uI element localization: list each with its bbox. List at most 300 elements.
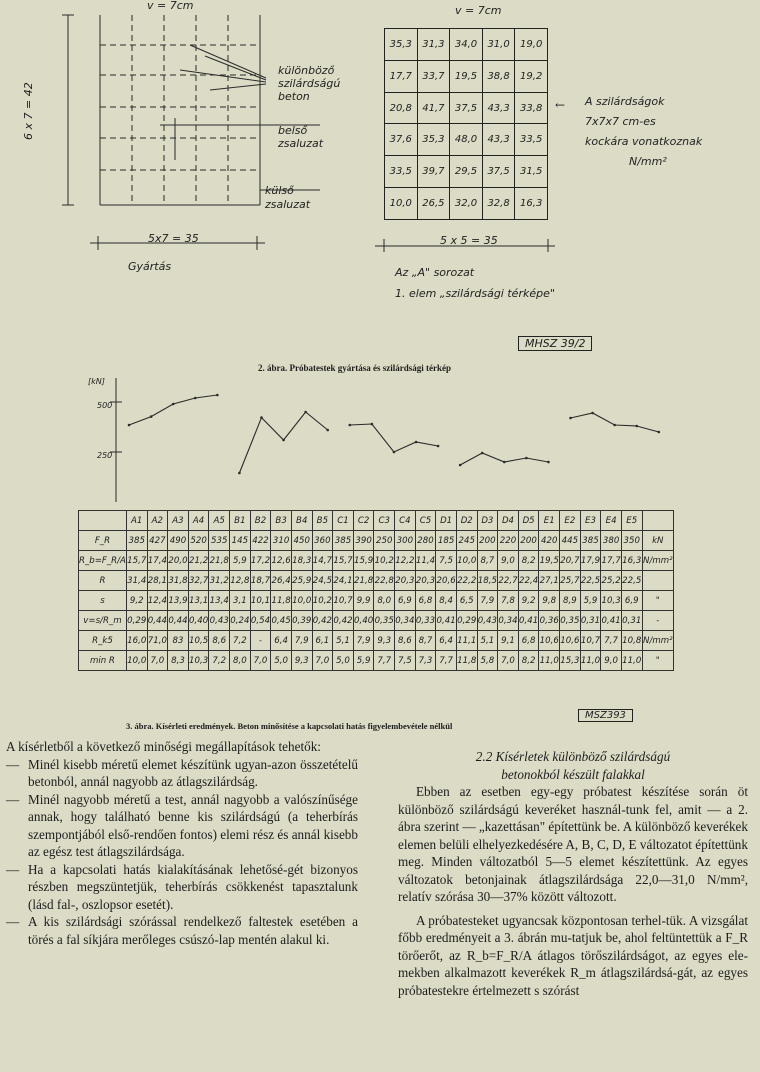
grid-cell: 17,7 [385,60,418,92]
unit-cell: - [642,611,673,631]
table-cell: 5,8 [477,651,498,671]
row-label: R [79,571,127,591]
table-row [79,651,674,671]
section-heading-line2: betonokból készült falakkal [501,766,645,782]
column-header: E4 [601,511,622,531]
table-cell: 7,5 [436,551,457,571]
table-cell: 7,7 [374,651,395,671]
table-cell: 0,29 [456,611,477,631]
section-heading: 2.2 Kísérletek különböző szilárdságú [475,749,671,764]
table-cell: 450 [291,531,312,551]
grid-cell: 29,5 [450,156,483,188]
grid-row [385,29,548,61]
column-header: E1 [539,511,560,531]
table-cell: 0,41 [518,611,539,631]
table-cell: 0,41 [601,611,622,631]
table-cell: 20,6 [436,571,457,591]
outer-formwork-annotation: külső zsaluzat [265,184,311,211]
table-cell: 0,41 [436,611,457,631]
table-cell: 22,8 [374,571,395,591]
column-header: E5 [621,511,642,531]
column-header: D4 [498,511,519,531]
list-item: — Ha a kapcsolati hatás kialakításának lehetősé-gét bizonyos részben megszüntetjük, teherbírás csökkenést tapasztalunk (lásd fal-, oszlopsor esetét). [6,861,358,912]
table-cell: 7,0 [312,651,333,671]
height-dimension: 6 x 7 = 42 [22,82,35,140]
table-cell: 11,0 [621,651,642,671]
table-cell: 27,1 [539,571,560,591]
table-row [79,531,674,551]
table-cell: 18,5 [477,571,498,591]
table-cell: 0,42 [312,611,333,631]
table-cell: 9,8 [539,591,560,611]
table-cell: 0,31 [580,611,601,631]
figure-2-caption: 2. ábra. Próbatestek gyártása és szilárdsági térkép [258,363,451,373]
grid-cell: 48,0 [450,124,483,156]
column-header: B2 [250,511,271,531]
table-cell: 422 [250,531,271,551]
table-cell: 185 [436,531,457,551]
table-cell: 10,6 [560,631,581,651]
table-cell: 12,4 [147,591,168,611]
grid-cell: 33,7 [417,60,450,92]
strength-map-grid [384,28,548,220]
table-cell: 490 [168,531,189,551]
table-cell: 300 [395,531,416,551]
data-point [459,464,462,467]
table-cell: 8,2 [518,651,539,671]
intro-paragraph: A kísérletből a következő minőségi megállapítások tehetők: [6,739,321,754]
table-cell: 3,1 [230,591,251,611]
table-cell: 15,7 [126,551,147,571]
data-point [503,461,506,464]
table-cell: 6,9 [395,591,416,611]
table-cell: 83 [168,631,189,651]
table-cell: 427 [147,531,168,551]
table-cell: 12,6 [271,551,292,571]
table-cell: 17,4 [147,551,168,571]
table-cell: 5,1 [333,631,354,651]
table-cell: 18,7 [250,571,271,591]
unit-cell: N/mm² [642,631,673,651]
table-cell: 0,31 [621,611,642,631]
table-cell: 15,3 [560,651,581,671]
grid-cell: 37,5 [482,156,515,188]
left-text-column [6,738,358,948]
table-cell: 7,5 [395,651,416,671]
table-cell: 22,5 [580,571,601,591]
column-header: A1 [126,511,147,531]
table-cell: 245 [456,531,477,551]
column-header: C5 [415,511,436,531]
figure-3-stamp: MSZ393 [578,709,633,722]
table-cell: 385 [126,531,147,551]
table-cell: 25,7 [560,571,581,591]
table-cell: 71,0 [147,631,168,651]
column-header: C2 [353,511,374,531]
table-cell: - [250,631,271,651]
figure-3-caption: 3. ábra. Kísérleti eredmények. Beton minősítése a kapcsolati hatás figyelembevétele nélkül [126,721,453,731]
table-cell: 12,8 [230,571,251,591]
table-cell: 0,42 [333,611,354,631]
table-cell: 13,9 [168,591,189,611]
y-tick-label: 250 [97,451,113,460]
left-top-label: v = 7cm [147,0,194,12]
table-cell: 11,0 [580,651,601,671]
grid-cell: 43,3 [482,92,515,124]
grid-cell: 10,0 [385,188,418,220]
table-cell: 250 [374,531,395,551]
grid-cell: 31,0 [482,29,515,61]
table-row [79,571,674,591]
corner-cell [79,511,127,531]
grid-cell: 20,8 [385,92,418,124]
data-point [591,412,594,415]
table-cell: 0,44 [147,611,168,631]
results-chart [80,372,680,507]
table-cell: 0,54 [250,611,271,631]
table-cell: 7,0 [250,651,271,671]
map-caption: 1. elem „szilárdsági térképe" [395,287,555,300]
table-row [79,591,674,611]
table-cell: 385 [333,531,354,551]
grid-cell: 19,2 [515,60,548,92]
data-point [150,415,153,418]
data-point [326,429,329,432]
table-cell: 25,9 [291,571,312,591]
table-cell: 10,0 [456,551,477,571]
column-header: A3 [168,511,189,531]
table-cell: 6,1 [312,631,333,651]
table-cell: 21,2 [188,551,209,571]
column-header: B4 [291,511,312,531]
table-cell: 10,0 [291,591,312,611]
unit-cell: " [642,591,673,611]
table-cell: 420 [539,531,560,551]
unit-header [642,511,673,531]
strength-note: A szilárdságok 7x7x7 cm-es kockára vonatkoznak N/mm² [585,95,703,168]
table-cell: 220 [498,531,519,551]
table-cell: 6,5 [456,591,477,611]
grid-row [385,124,548,156]
grid-cell: 41,7 [417,92,450,124]
grid-cell: 35,3 [417,124,450,156]
table-cell: 13,4 [209,591,230,611]
data-point [304,411,307,414]
grid-cell: 38,8 [482,60,515,92]
table-cell: 9,3 [374,631,395,651]
column-header: B3 [271,511,292,531]
table-cell: 7,8 [498,591,519,611]
table-cell: 9,2 [126,591,147,611]
width-dimension: 5x7 = 35 [148,232,199,245]
grid-cell: 16,3 [515,188,548,220]
grid-cell: 31,3 [417,29,450,61]
reference-stamp: MHSZ 39/2 [518,336,592,351]
table-cell: 12,2 [395,551,416,571]
table-cell: 6,9 [621,591,642,611]
table-cell: 15,9 [353,551,374,571]
row-label: v=s/R_m [79,611,127,631]
unit-cell: N/mm² [642,551,673,571]
column-header: C3 [374,511,395,531]
grid-cell: 39,7 [417,156,450,188]
table-cell: 11,0 [539,651,560,671]
table-cell: 535 [209,531,230,551]
data-point [371,423,374,426]
table-cell: 0,43 [209,611,230,631]
table-cell: 0,43 [477,611,498,631]
column-header: C4 [395,511,416,531]
table-cell: 20,0 [168,551,189,571]
grid-row [385,92,548,124]
table-cell: 17,7 [601,551,622,571]
table-cell: 6,8 [415,591,436,611]
data-point [658,431,661,434]
table-cell: 0,45 [271,611,292,631]
grid-cell: 37,6 [385,124,418,156]
unit-cell [642,571,673,591]
table-cell: 11,8 [456,651,477,671]
grid-row [385,156,548,188]
column-header: D2 [456,511,477,531]
grid-cell: 26,5 [417,188,450,220]
data-point [128,424,131,427]
table-cell: 0,34 [498,611,519,631]
unit-cell: " [642,651,673,671]
table-cell: 22,7 [498,571,519,591]
table-cell: 6,4 [271,631,292,651]
table-cell: 16,3 [621,551,642,571]
table-cell: 20,3 [415,571,436,591]
grid-cell: 19,5 [450,60,483,92]
unit-cell: kN [642,531,673,551]
list-item: — Minél nagyobb méretű a test, annál nagyobb a valószínűsége annak, hogy található benne kis szilárdságú (a teherbírás szempontjából első-rendően fontos) elemi rész és annál kisebb az egész test átlagszilárdsága. [6,791,358,859]
table-cell: 360 [312,531,333,551]
table-cell: 10,1 [250,591,271,611]
y-tick-label: 500 [97,401,113,410]
table-cell: 11,8 [271,591,292,611]
table-cell: 0,33 [415,611,436,631]
table-cell: 0,24 [230,611,251,631]
table-cell: 9,3 [291,651,312,671]
table-cell: 31,4 [126,571,147,591]
table-cell: 310 [271,531,292,551]
right-width-dimension: 5 x 5 = 35 [440,234,498,247]
row-label: R_k5 [79,631,127,651]
data-point [194,397,197,400]
row-label: F_R [79,531,127,551]
data-point [569,417,572,420]
table-cell: 22,2 [456,571,477,591]
list-item: — Minél kisebb méretű elemet készítünk ugyan-azon összetételű betonból, annál nagyobb az átlagszilárdság. [6,756,358,789]
table-cell: 28,1 [147,571,168,591]
column-header: A2 [147,511,168,531]
table-cell: 5,0 [271,651,292,671]
grid-cell: 35,3 [385,29,418,61]
table-cell: 380 [601,531,622,551]
grid-cell: 37,5 [450,92,483,124]
data-point [238,472,241,475]
manufacturing-caption: Gyártás [128,260,172,273]
column-header: C1 [333,511,354,531]
data-point [635,425,638,428]
table-cell: 390 [353,531,374,551]
table-cell: 26,4 [271,571,292,591]
table-cell: 7,3 [415,651,436,671]
table-cell: 8,7 [415,631,436,651]
table-cell: 445 [560,531,581,551]
table-cell: 9,0 [498,551,519,571]
table-cell: 5,0 [333,651,354,671]
table-cell: 8,6 [209,631,230,651]
table-cell: 385 [580,531,601,551]
table-cell: 280 [415,531,436,551]
table-cell: 0,34 [395,611,416,631]
table-cell: 25,2 [601,571,622,591]
data-point [547,461,550,464]
right-top-label: v = 7cm [455,4,502,17]
grid-cell: 33,5 [515,124,548,156]
concrete-annotation: különböző szilárdságú beton [278,64,341,103]
table-cell: 20,3 [395,571,416,591]
inner-formwork-annotation: belső zsaluzat [278,124,324,150]
right-text-column [398,748,748,999]
table-cell: 9,9 [353,591,374,611]
table-cell: 8,6 [395,631,416,651]
table-cell: 22,4 [518,571,539,591]
table-cell: 31,2 [209,571,230,591]
table-cell: 7,0 [147,651,168,671]
table-cell: 21,8 [209,551,230,571]
series-line [350,424,438,452]
table-cell: 8,3 [168,651,189,671]
table-cell: 9,2 [518,591,539,611]
table-cell: 19,5 [539,551,560,571]
table-cell: 8,9 [560,591,581,611]
grid-row [385,188,548,220]
table-cell: 16,0 [126,631,147,651]
data-point [613,424,616,427]
table-cell: 24,5 [312,571,333,591]
table-cell: 15,7 [333,551,354,571]
paragraph: A próbatesteket ugyancsak központosan terhel-tük. A vizsgálat főbb eredményeit a 3. ábrán mu-tatjuk be, ahol feltüntettük a F_R törőerőt, az R_b=F_R/A átlagos törőszilárdságot, az egyes ele-mekben alkalmazott keverékek R_m átlagszilárdsá-gát, az egyes próbatestekre értelmezett s szórást [398,912,748,998]
table-cell: 145 [230,531,251,551]
table-cell: 7,7 [436,651,457,671]
table-cell: 350 [621,531,642,551]
table-cell: 0,39 [291,611,312,631]
table-cell: 7,9 [477,591,498,611]
column-header: D3 [477,511,498,531]
table-cell: 5,9 [353,651,374,671]
table-row [79,611,674,631]
grid-cell: 43,3 [482,124,515,156]
table-cell: 24,1 [333,571,354,591]
table-cell: 7,9 [291,631,312,651]
table-cell: 10,0 [126,651,147,671]
table-cell: 9,0 [601,651,622,671]
table-cell: 17,2 [250,551,271,571]
results-table [78,510,674,671]
table-cell: 10,2 [374,551,395,571]
data-point [525,457,528,460]
table-cell: 5,9 [230,551,251,571]
grid-cell: 34,0 [450,29,483,61]
table-cell: 8,2 [518,551,539,571]
data-point [415,441,418,444]
data-point [260,416,263,419]
series-line [239,412,327,473]
grid-cell: 33,8 [515,92,548,124]
table-cell: 10,6 [539,631,560,651]
table-cell: 0,35 [560,611,581,631]
grid-cell: 32,8 [482,188,515,220]
table-cell: 10,3 [601,591,622,611]
table-row [79,551,674,571]
table-cell: 20,7 [560,551,581,571]
table-cell: 8,4 [436,591,457,611]
table-cell: 22,5 [621,571,642,591]
table-cell: 8,0 [230,651,251,671]
column-header: B1 [230,511,251,531]
table-cell: 10,7 [580,631,601,651]
table-cell: 0,29 [126,611,147,631]
table-cell: 13,1 [188,591,209,611]
table-cell: 200 [477,531,498,551]
series-caption: Az „A" sorozat [395,266,475,279]
series-line [129,395,217,425]
y-axis-label: [kN] [88,377,105,386]
table-cell: 10,3 [188,651,209,671]
table-cell: 200 [518,531,539,551]
arrow-icon: ← [555,98,566,112]
table-cell: 8,0 [374,591,395,611]
paragraph: Ebben az esetben egy-egy próbatest készítése során öt különböző szilárdságú keveréket használ-tunk fel, amit — a 2. ábra szerint — „kazettásan" építettünk be. A különböző keverékek elemen belüli elhelyezkedésére A, B, C, D, E változatot építettünk meg. Minden változatból 5—5 elemet készítettünk. Az egyes változatok betonjainak átlagszilárdsága 22,0—31,0 N/mm², relatív szórása 30—37% között változott. [398,784,748,904]
table-cell: 0,36 [539,611,560,631]
column-header: D5 [518,511,539,531]
grid-cell: 19,0 [515,29,548,61]
table-cell: 0,44 [168,611,189,631]
table-cell: 10,5 [188,631,209,651]
row-label: min R [79,651,127,671]
table-cell: 7,0 [498,651,519,671]
table-cell: 7,9 [353,631,374,651]
table-cell: 10,2 [312,591,333,611]
table-cell: 31,8 [168,571,189,591]
grid-row [385,60,548,92]
grid-cell: 32,0 [450,188,483,220]
data-point [282,439,285,442]
row-label: R_b=F_R/A [79,551,127,571]
table-cell: 7,7 [601,631,622,651]
data-point [216,394,219,397]
column-header: A5 [209,511,230,531]
column-header: D1 [436,511,457,531]
table-cell: 32,7 [188,571,209,591]
grid-cell: 33,5 [385,156,418,188]
table-cell: 10,8 [621,631,642,651]
table-cell: 8,7 [477,551,498,571]
table-cell: 14,7 [312,551,333,571]
data-point [172,403,175,406]
data-point [481,452,484,455]
table-cell: 10,7 [333,591,354,611]
table-cell: 18,3 [291,551,312,571]
table-cell: 6,4 [436,631,457,651]
table-cell: 5,9 [580,591,601,611]
table-cell: 0,35 [374,611,395,631]
table-row [79,631,674,651]
grid-cell: 31,5 [515,156,548,188]
